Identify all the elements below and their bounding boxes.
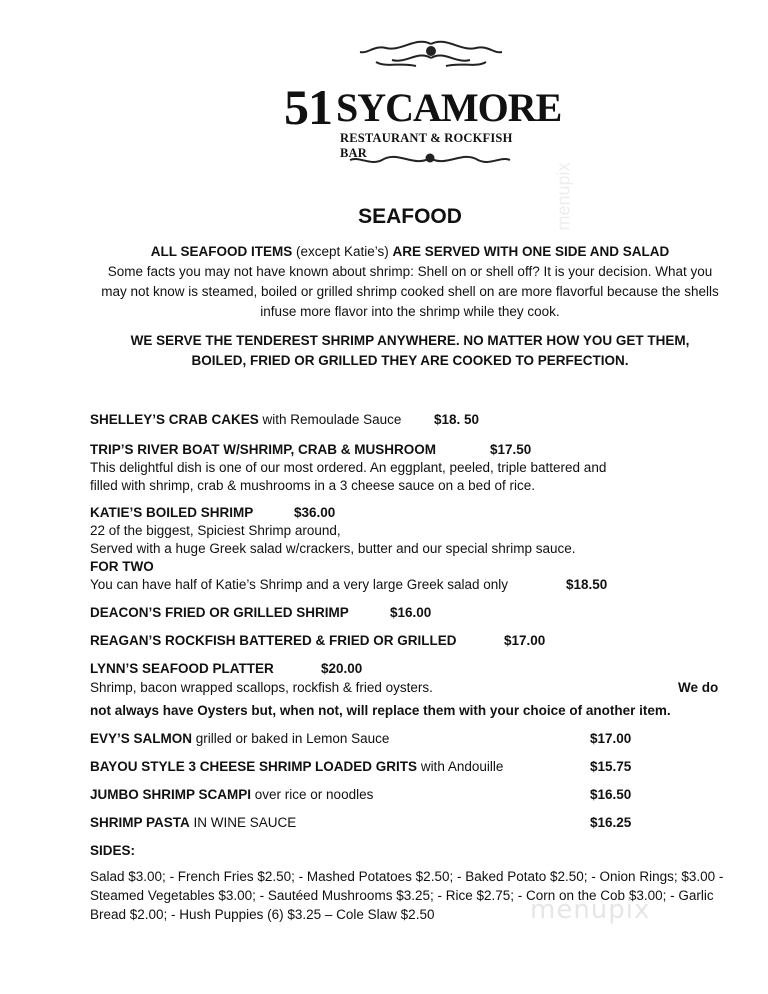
logo-name: SYCAMORE: [336, 85, 562, 130]
item-price: $18. 50: [434, 412, 480, 427]
for-two-price: $18.50: [566, 577, 608, 592]
item-desc: IN WINE SAUCE: [189, 815, 297, 830]
sides-line-1: Salad $3.00; - French Fries $2.50; - Mashed Potatoes $2.50; - Baked Potato $2.50; - Onion Rings; $3.00 -: [90, 869, 724, 884]
item-name: EVY’S SALMON: [90, 731, 193, 746]
menu-item-pasta: [90, 815, 296, 830]
item-desc: over rice or noodles: [251, 787, 374, 802]
promise-line-2: BOILED, FRIED OR GRILLED THEY ARE COOKED TO PERFECTION.: [191, 353, 629, 368]
item-price: $15.75: [590, 759, 632, 774]
menu-item-platter: LYNN’S SEAFOOD PLATTER: [90, 661, 274, 676]
item-desc: 22 of the biggest, Spiciest Shrimp around,: [90, 523, 341, 538]
menu-item-river-boat: TRIP’S RIVER BOAT W/SHRIMP, CRAB & MUSHROOM: [90, 442, 437, 457]
menu-item-salmon: [90, 731, 389, 746]
watermark: menupix: [530, 895, 651, 925]
item-desc: This delightful dish is one of our most ordered. An eggplant, peeled, triple battered and: [90, 460, 607, 475]
item-desc: with Andouille: [417, 759, 504, 774]
sides-line-3: Bread $2.00; - Hush Puppies (6) $3.25 – Cole Slaw $2.50: [90, 907, 435, 922]
item-price: $16.50: [590, 787, 632, 802]
menu-item-crab-cakes: [90, 412, 401, 427]
intro-headline: [80, 242, 740, 262]
item-price: $16.25: [590, 815, 632, 830]
for-two-desc: You can have half of Katie’s Shrimp and a very large Greek salad only: [90, 577, 508, 592]
ornament-top-icon: [356, 38, 506, 72]
menu-item-grits: [90, 759, 503, 774]
item-price: $17.00: [504, 633, 546, 648]
menu-item-fried-shrimp: DEACON’S FRIED OR GRILLED SHRIMP: [90, 605, 349, 620]
intro-normal: (except Katie’s): [292, 244, 393, 259]
page-title: SEAFOOD: [358, 205, 462, 228]
item-desc: grilled or baked in Lemon Sauce: [192, 731, 390, 746]
intro-paragraph-1: Some facts you may not have known about shrimp: Shell on or shell off? It is your decision. What you: [107, 264, 713, 279]
item-name: SHELLEY’S CRAB CAKES: [90, 412, 259, 427]
ornament-bottom-icon: [348, 148, 512, 170]
item-desc: filled with shrimp, crab & mushrooms in a 3 cheese sauce on a bed of rice.: [90, 478, 535, 493]
item-price: $16.00: [390, 605, 432, 620]
intro-bold-b: ARE SERVED WITH ONE SIDE AND SALAD: [392, 244, 670, 259]
item-name: JUMBO SHRIMP SCAMPI: [90, 787, 252, 802]
platter-note-a: We do: [678, 680, 719, 695]
item-price: $17.00: [590, 731, 632, 746]
intro-paragraph-3: infuse more flavor into the shrimp while they cook.: [260, 304, 560, 319]
item-desc: with Remoulade Sauce: [258, 412, 402, 427]
item-price: $20.00: [321, 661, 363, 676]
menu-item-rockfish: REAGAN’S ROCKFISH BATTERED & FRIED OR GRILLED: [90, 633, 457, 648]
item-desc: Served with a huge Greek salad w/crackers, butter and our special shrimp sauce.: [90, 541, 576, 556]
item-price: $36.00: [294, 505, 336, 520]
item-name: SHRIMP PASTA: [90, 815, 190, 830]
logo-number: 51: [284, 79, 332, 135]
item-price: $17.50: [490, 442, 532, 457]
promise-line-1: WE SERVE THE TENDEREST SHRIMP ANYWHERE. NO MATTER HOW YOU GET THEM,: [130, 333, 690, 348]
item-name: BAYOU STYLE 3 CHEESE SHRIMP LOADED GRITS: [90, 759, 418, 774]
logo-tagline: RESTAURANT & ROCKFISH BAR: [340, 131, 513, 160]
sides-label: SIDES:: [90, 843, 136, 858]
menu-item-boiled-shrimp: KATIE’S BOILED SHRIMP: [90, 505, 254, 520]
menu-item-scampi: [90, 787, 373, 802]
sides-line-2: Steamed Vegetables $3.00; - Sautéed Mushrooms $3.25; - Rice $2.75; - Corn on the Cob $3.00; - Garlic: [90, 888, 714, 903]
for-two-label: FOR TWO: [90, 559, 154, 574]
watermark-vertical: menupix: [553, 162, 574, 231]
intro-paragraph-2: may not know is steamed, boiled or grilled shrimp cooked shell on are more flavorful because the shells: [101, 284, 719, 299]
item-desc: Shrimp, bacon wrapped scallops, rockfish & fried oysters.: [90, 680, 433, 695]
intro-bold-a: ALL SEAFOOD ITEMS: [150, 244, 293, 259]
restaurant-logo: [284, 38, 562, 168]
platter-note-b: not always have Oysters but, when not, will replace them with your choice of another item.: [90, 703, 671, 718]
